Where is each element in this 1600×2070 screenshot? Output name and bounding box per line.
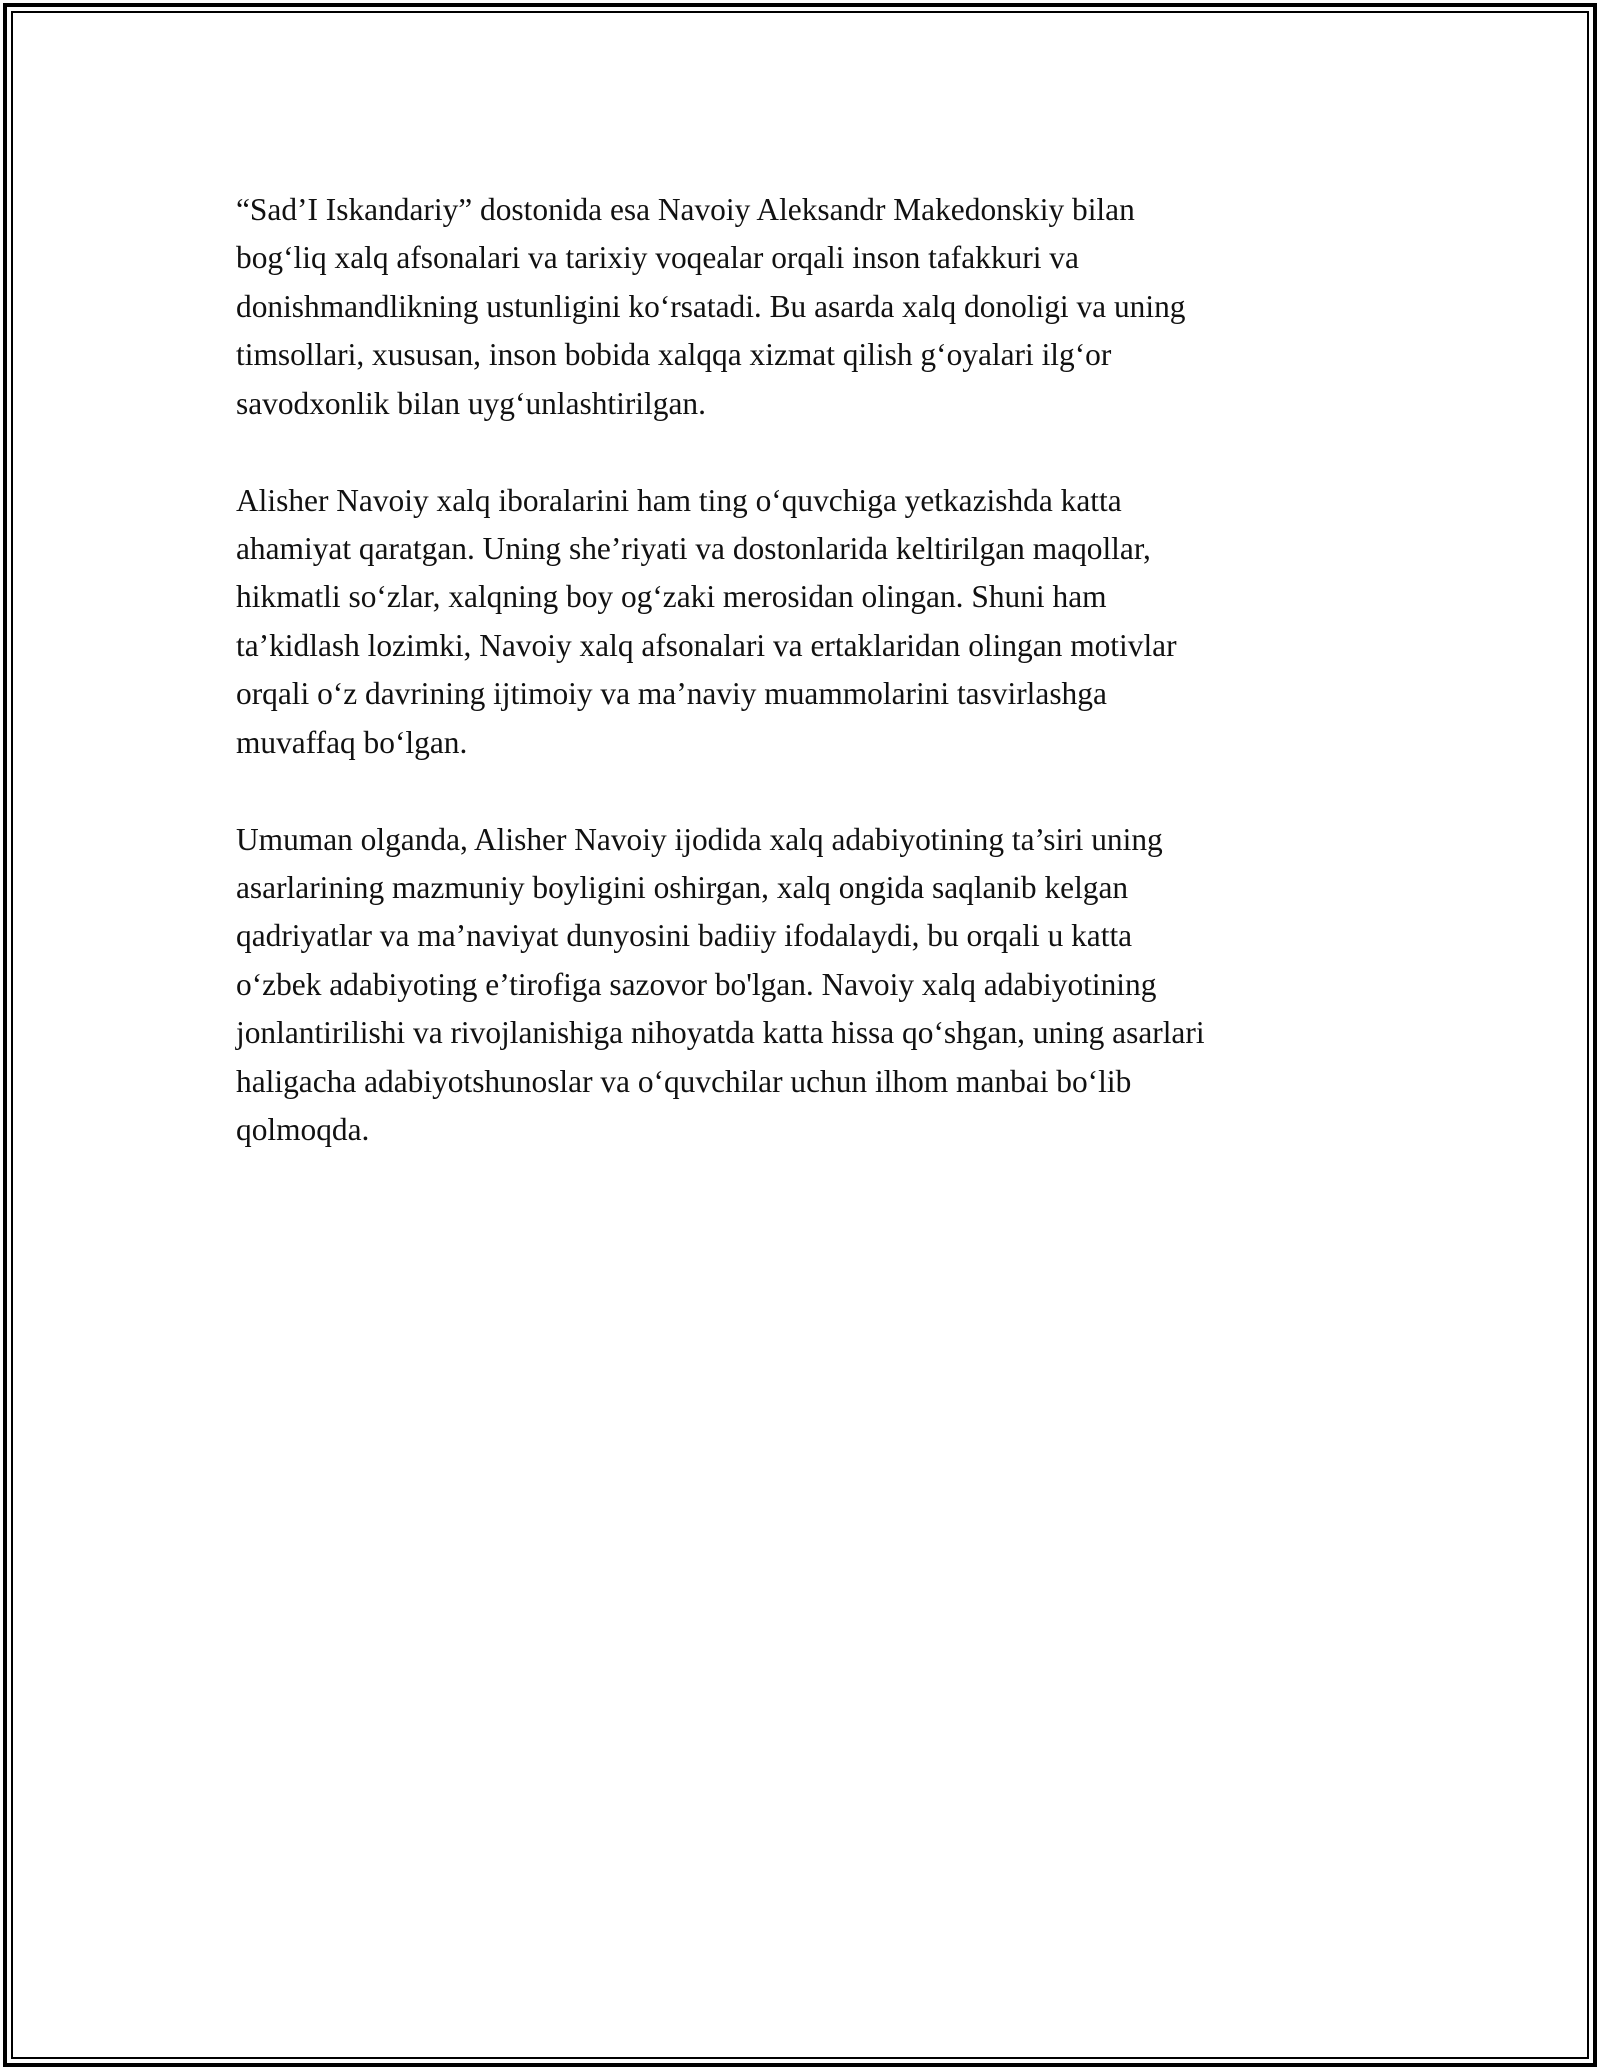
- text-line: savodxonlik bilan uyg‘unlashtirilgan.: [236, 385, 706, 421]
- text-line: qadriyatlar va ma’naviyat dunyosini badiiy ifodalaydi, bu orqali u katta: [236, 918, 1133, 954]
- text-line: timsollari, xususan, inson bobida xalqqa xizmat qilish g‘oyalari ilg‘or: [236, 337, 1112, 373]
- text-line: Umuman olganda, Alisher Navoiy ijodida xalq adabiyotining ta’siri uning: [236, 821, 1163, 857]
- paragraph-3: [236, 816, 1376, 1155]
- text-line: hikmatli so‘zlar, xalqning boy og‘zaki merosidan olingan. Shuni ham: [236, 579, 1107, 615]
- text-line: “Sad’I Iskandariy” dostonida esa Navoiy Aleksandr Makedonskiy bilan: [236, 192, 1135, 227]
- text-line: ahamiyat qaratgan. Uning she’riyati va dostonlarida keltirilgan maqollar,: [236, 531, 1151, 567]
- text-line: orqali o‘z davrining ijtimoiy va ma’naviy muammolarini tasvirlashga: [236, 676, 1107, 712]
- text-line: o‘zbek adabiyoting e’tirofiga sazovor bo'lgan. Navoiy xalq adabiyotining: [236, 966, 1157, 1002]
- paragraph-2: [236, 477, 1376, 767]
- text-line: haligacha adabiyotshunoslar va o‘quvchilar uchun ilhom manbai bo‘lib: [236, 1063, 1132, 1099]
- text-line: qolmoqda.: [236, 1112, 370, 1148]
- text-line: asarlarining mazmuniy boyligini oshirgan, xalq ongida saqlanib kelgan: [236, 870, 1129, 906]
- text-line: jonlantirilishi va rivojlanishiga nihoyatda katta hissa qo‘shgan, uning asarlari: [236, 1015, 1205, 1051]
- text-line: Alisher Navoiy xalq iboralarini ham ting o‘quvchiga yetkazishda katta: [236, 482, 1122, 518]
- paragraph-1: [236, 186, 1376, 428]
- text-line: ta’kidlash lozimki, Navoiy xalq afsonalari va ertaklaridan olingan motivlar: [236, 627, 1177, 663]
- text-line: donishmandlikning ustunligini ko‘rsatadi. Bu asarda xalq donoligi va uning: [236, 288, 1186, 324]
- text-line: bog‘liq xalq afsonalari va tarixiy voqealar orqali inson tafakkuri va: [236, 240, 1079, 276]
- text-line: muvaffaq bo‘lgan.: [236, 724, 468, 760]
- document-body: [236, 186, 1376, 1203]
